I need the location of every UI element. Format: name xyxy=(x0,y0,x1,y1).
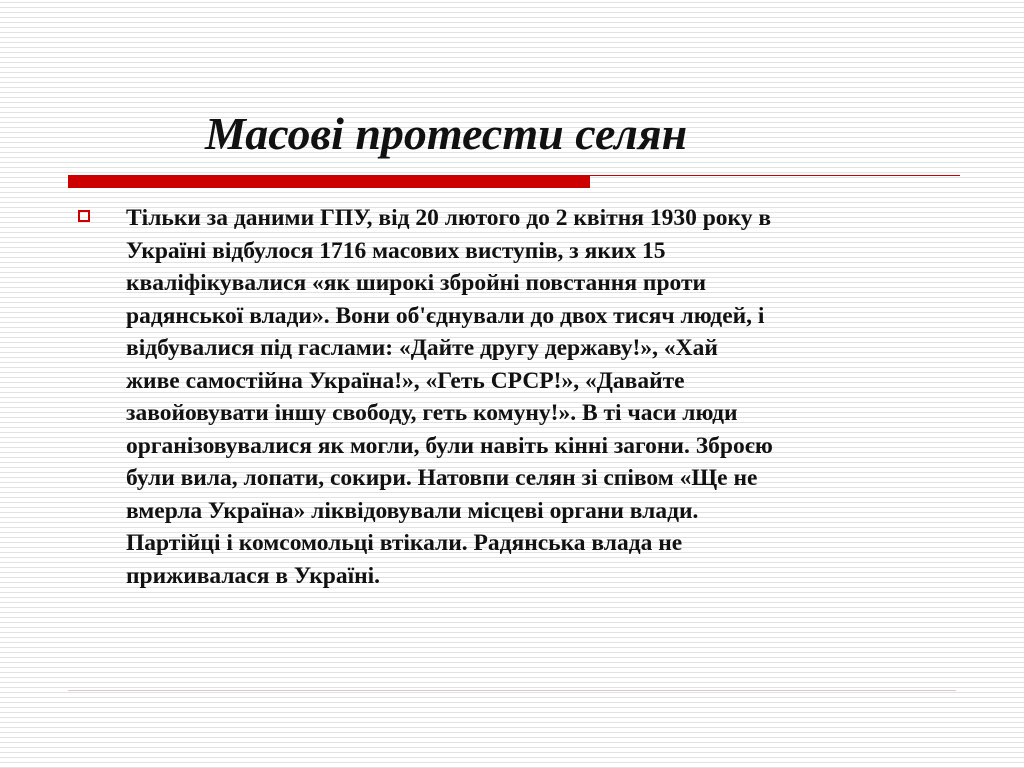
paragraph-line: Тільки за даними ГПУ, від 20 лютого до 2 квітня 1930 року в xyxy=(126,205,772,231)
footer-divider xyxy=(68,690,956,691)
paragraph-line: вмерла Україна» ліквідовували місцеві органи влади. xyxy=(126,497,699,524)
square-bullet-icon xyxy=(78,210,90,222)
paragraph-line: відбувалися під гаслами: «Дайте другу державу!», «Хай xyxy=(126,335,718,361)
paragraph-line: організовувалися як могли, були навіть кінні загони. Зброєю xyxy=(126,432,773,459)
paragraph-line: були вила, лопати, сокири. Натовпи селян зі співом «Ще не xyxy=(126,465,758,491)
paragraph-line: приживалася в Україні. xyxy=(126,562,381,589)
paragraph-line: радянської влади». Вони об'єднували до двох тисяч людей, і xyxy=(126,302,765,329)
slide-title: Масові протести селян xyxy=(205,108,688,159)
paragraph-line: живе самостійна Україна!», «Геть СРСР!», «Давайте xyxy=(126,367,685,394)
bullet-paragraph xyxy=(126,202,976,592)
paragraph-line: Україні відбулося 1716 масових виступів, з яких 15 xyxy=(126,237,666,264)
paragraph-line: Партійці і комсомольці втікали. Радянська влада не xyxy=(126,530,683,556)
paragraph-line: завойовувати іншу свободу, геть комуну!». В ті часи люди xyxy=(126,400,738,426)
title-underline-bar xyxy=(68,175,590,188)
paragraph-line: кваліфікувалися «як широкі збройні повстання проти xyxy=(126,270,707,296)
title-underline-thin xyxy=(590,175,960,176)
